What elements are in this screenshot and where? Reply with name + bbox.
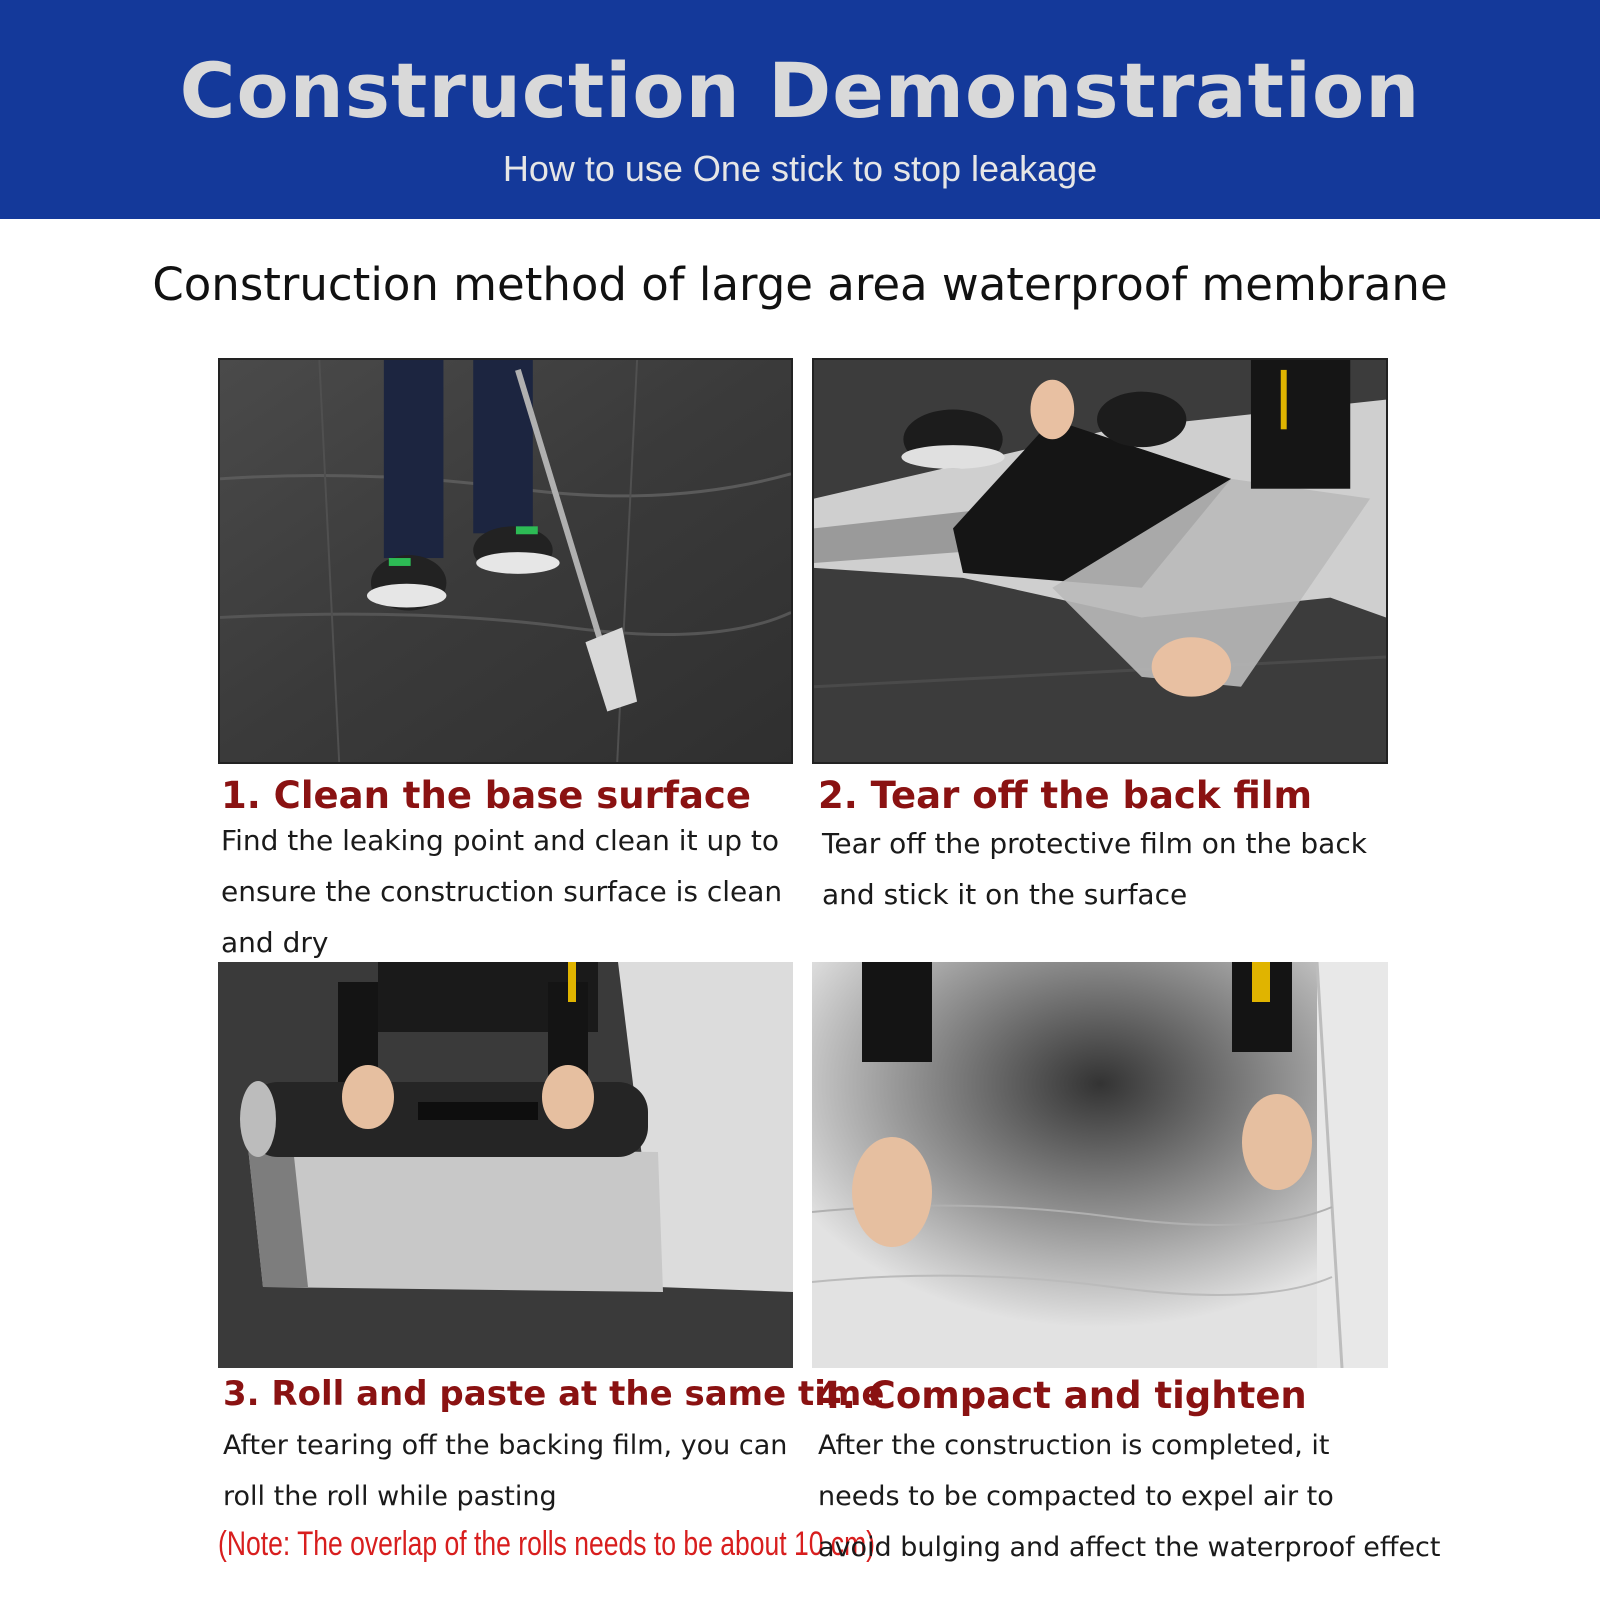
- step-1-line-1: Find the leaking point and clean it up to: [221, 824, 779, 857]
- step-2-title: 2. Tear off the back film: [818, 774, 1313, 817]
- banner-title: Construction Demonstration: [179, 46, 1421, 135]
- step-1-line-2: ensure the construction surface is clean: [221, 875, 783, 908]
- section-heading: Construction method of large area waterproof membrane: [152, 258, 1448, 311]
- step-4-line-2: needs to be compacted to expel air to: [818, 1481, 1334, 1512]
- photo-compact: [812, 962, 1388, 1368]
- step-2-line-2: and stick it on the surface: [822, 878, 1188, 911]
- step-3-note: (Note: The overlap of the rolls needs to be about 10 cm): [218, 1525, 875, 1563]
- step-1-description: [221, 815, 782, 968]
- photo-clean-surface: [218, 358, 793, 764]
- banner-subtitle: How to use One stick to stop leakage: [502, 148, 1098, 189]
- step-1-title: 1. Clean the base surface: [221, 774, 751, 817]
- step-2-line-1: Tear off the protective film on the back: [822, 827, 1367, 860]
- step-3-description: [223, 1420, 787, 1522]
- step-4-line-3: avoid bulging and affect the waterproof effect: [818, 1532, 1441, 1563]
- step-3-title: 3. Roll and paste at the same time: [223, 1374, 885, 1414]
- step-3-line-1: After tearing off the backing film, you can: [223, 1430, 788, 1461]
- step-1-line-3: and dry: [221, 926, 329, 959]
- step-4-line-1: After the construction is completed, it: [818, 1430, 1330, 1461]
- photo-tear-film: [812, 358, 1388, 764]
- header-banner: [0, 0, 1600, 219]
- step-4-description: [818, 1420, 1441, 1573]
- step-2-description: [822, 818, 1367, 920]
- step-4-title: 4. Compact and tighten: [816, 1374, 1307, 1417]
- step-3-line-2: roll the roll while pasting: [223, 1481, 557, 1512]
- photo-roll-paste: [218, 962, 793, 1368]
